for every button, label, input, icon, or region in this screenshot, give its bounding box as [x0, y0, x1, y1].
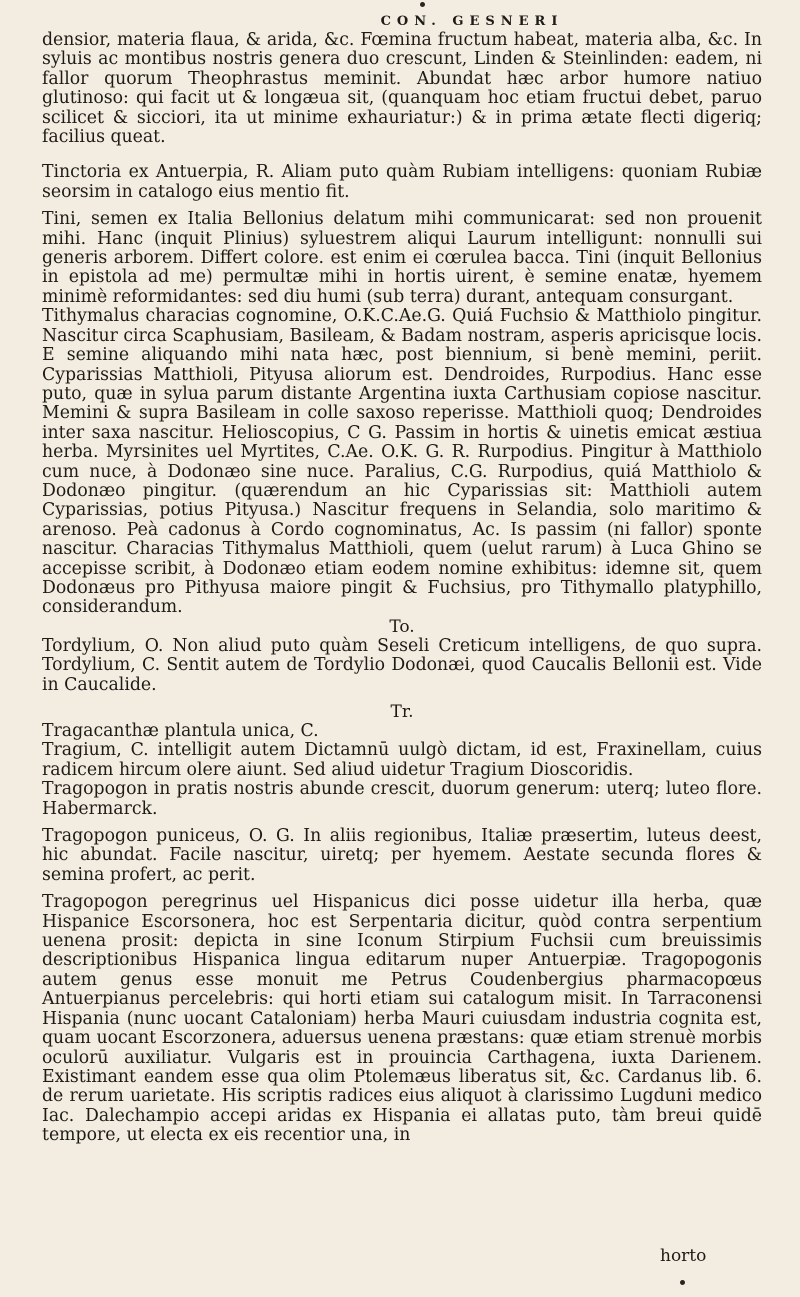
ink-speck [420, 2, 425, 7]
paragraph-tilia: densior, materia flaua, & arida, &c. Fœmina fructum habeat, materia alba, &c. In syluis ac montibus nostris genera duo crescunt, Linden & Steinlinden: eadem, ni fallor quorum Theophrastus meminit. Abundat hæc arbor humore natiuo glutinoso: qui facit ut & longæua sit, (quanquam hoc etiam fructui debet, paruo scilicet & sicciori, ita ut minime exhauriatur:) & in prima ætate flecti digeriq; facilius queat. [42, 30, 762, 148]
paragraph-tinctoria: Tinctoria ex Antuerpia, R. Aliam puto quàm Rubiam intelligens: quoniam Rubiæ seorsim in catalogo eius mentio fit. [42, 162, 762, 202]
ink-speck [680, 1280, 685, 1285]
paragraph-tithymalus: Tithymalus characias cognomine, O.K.C.Ae.G. Quiá Fuchsio & Matthiolo pingitur. Nascitur circa Scaphusiam, Basileam, & Badam nostram, asperis apricisque locis. E semine aliquando mihi nata hæc, post biennium, si benè memini, periit. Cyparissias Matthioli, Pityusa aliorum est. Dendroides, Rurpodius. Hanc esse puto, quæ in sylua parum distante Argentina iuxta Carthusiam copiose nascitur. Memini & supra Basileam in colle saxoso reperisse. Matthioli quoq; Dendroides inter saxa nascitur. Helioscopius, C G. Passim in hortis & uinetis emicat æstiua herba. Myrsinites uel Myrtites, C.Ae. O.K. G. R. Rurpodius. Pingitur à Matthiolo cum nuce, à Dodonæo sine nuce. Paralius, C.G. Rurpodius, quiá Matthiolo & Dodonæo pingitur. (quærendum an hic Cyparissias sit: Matthioli autem Cyparissias, potius Pityusa.) Nascitur frequens in Selandia, solo maritimo & arenoso. Peà cadonus à Cordo cognominatus, Ac. Is passim (ni fallor) sponte nascitur. Characias Tithymalus Matthioli, quem (uelut rarum) à Luca Ghino se accepisse scribit, à Dodonæo etiam eodem nomine exhibitus: idemne sit, quem Dodonæus pro Pithyusa maiore pingit & Fuchsius, pro Tithymallo platyphillo, considerandum. [42, 306, 762, 618]
paragraph-tragopogon: Tragopogon in pratis nostris abunde crescit, duorum generum: uterq; luteo flore. Habermarck. [42, 779, 762, 819]
catchword: horto [660, 1246, 707, 1266]
paragraph-tragium: Tragium, C. intelligit autem Dictamnū uulgò dictam, id est, Fraxinellam, cuius radicem hircum olere aiunt. Sed aliud uidetur Tragium Dioscoridis. [42, 740, 762, 780]
paragraph-tini: Tini, semen ex Italia Bellonius delatum mihi communicarat: sed non prouenit mihi. Hanc (inquit Plinius) syluestrem aliqui Laurum intelligunt: nonnulli sui generis arborem. Differt colore. est enim ei cœrulea bacca. Tini (inquit Bellonius in epistola ad me) permultæ mihi in hortis uirent, è semine enatæ, hyemem minimè reformidantes: sed diu humi (sub terra) durant, antequam consurgant. [42, 209, 762, 307]
section-heading-tr: Tr. [390, 702, 414, 722]
paragraph-tragopogon-peregrinus: Tragopogon peregrinus uel Hispanicus dici posse uidetur illa herba, quæ Hispanice Escorsonera, hoc est Serpentaria dicitur, quòd contra serpentium uenena prosit: depicta in sine Iconum Stirpium Fuchsii cum breuissimis descriptionibus Hispanica lingua editarum nuper Antuerpiæ. Tragopogonis autem genus esse monuit me Petrus Coudenbergius pharmacopœus Antuerpianus percelebris: qui horti etiam sui catalogum misit. In Tarraconensi Hispania (nunc uocant Cataloniam) herba Mauri cuiusdam industria cognita est, quam uocant Escorzonera, aduersus uenena præstans: quæ etiam strenuè morbis oculorū auxiliatur. Vulgaris est in prouincia Carthagena, iuxta Darienem. Existimant eandem esse qua olim Ptolemæus liberatus sit, &c. Cardanus lib. 6. de rerum uarietate. His scriptis radices eius aliquot à clarissimo Lugduni medico Iac. Dalechampio accepi aridas ex Hispania ei allatas puto, tàm breui quidē tempore, ut electa ex eis recentior una, in [42, 892, 762, 1146]
paragraph-tragopogon-puniceus: Tragopogon puniceus, O. G. In aliis regionibus, Italiæ præsertim, luteus deest, hic abundat. Facile nascitur, uiretq; per hyemem. Aestate secunda flores & semina profert, ac perit. [42, 826, 762, 885]
paragraph-tragacantha: Tragacanthæ plantula unica, C. [42, 721, 319, 741]
paragraph-tordylium: Tordylium, O. Non aliud puto quàm Seseli Creticum intelligens, de quo supra. Tordylium, C. Sentit autem de Tordylio Dodonæi, quod Caucalis Bellonii est. Vide in Caucalide. [42, 635, 762, 695]
section-heading-to: To. [389, 616, 415, 637]
running-header: CON. GESNERI [380, 14, 564, 29]
